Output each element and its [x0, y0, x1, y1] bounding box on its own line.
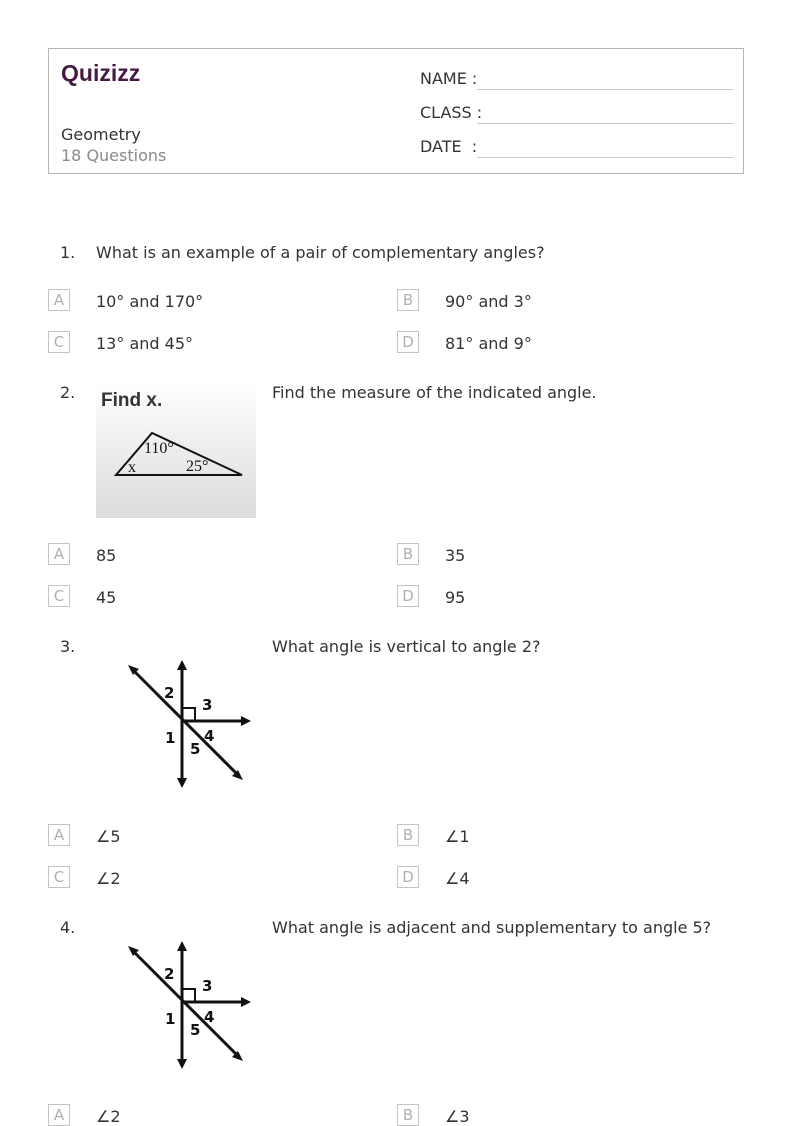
option-letter[interactable]: A — [48, 543, 70, 565]
question-text: What angle is adjacent and supplementary to angle 5? — [272, 918, 712, 937]
angle-label-4: 4 — [204, 727, 215, 745]
option-text[interactable]: 90° and 3° — [445, 292, 532, 311]
option-letter[interactable]: B — [397, 543, 419, 565]
option-letter[interactable]: D — [397, 866, 419, 888]
date-label: DATE : — [420, 137, 478, 156]
angle-label-right: 25° — [186, 458, 209, 475]
angle-label-3: 3 — [202, 696, 213, 714]
angle-label-4: 4 — [204, 1008, 215, 1026]
option-letter[interactable]: C — [48, 866, 70, 888]
class-label: CLASS : — [420, 103, 483, 122]
option-letter[interactable]: D — [397, 331, 419, 353]
angle-label-3: 3 — [202, 977, 213, 995]
date-field[interactable] — [477, 157, 733, 158]
quizizz-logo — [61, 59, 153, 87]
option-letter[interactable]: C — [48, 331, 70, 353]
subject-title: Geometry — [61, 125, 141, 144]
question-number: 4. — [60, 918, 76, 937]
angle-label-x: x — [128, 459, 136, 476]
question-number: 2. — [60, 383, 76, 402]
option-letter[interactable]: A — [48, 824, 70, 846]
name-field[interactable] — [477, 89, 733, 90]
option-letter[interactable]: A — [48, 1104, 70, 1126]
triangle-figure — [96, 379, 256, 522]
option-text[interactable]: ∠2 — [96, 1107, 121, 1126]
question-text: What is an example of a pair of complementary angles? — [96, 243, 545, 262]
figure-title: Find x. — [101, 390, 163, 411]
question-text: Find the measure of the indicated angle. — [272, 383, 597, 402]
option-text[interactable]: 45 — [96, 588, 117, 607]
intersecting-lines-figure — [120, 937, 260, 1081]
intersecting-lines-figure — [120, 656, 260, 800]
option-text[interactable]: ∠5 — [96, 827, 121, 846]
svg-text:Quizizz: Quizizz — [61, 60, 141, 86]
angle-label-2: 2 — [164, 965, 175, 983]
option-text[interactable]: 95 — [445, 588, 466, 607]
question-text: What angle is vertical to angle 2? — [272, 637, 541, 656]
option-text[interactable]: ∠4 — [445, 869, 470, 888]
name-label: NAME : — [420, 69, 478, 88]
option-text[interactable]: 35 — [445, 546, 466, 565]
angle-label-1: 1 — [165, 1010, 176, 1028]
option-letter[interactable]: D — [397, 585, 419, 607]
option-letter[interactable]: B — [397, 824, 419, 846]
angle-label-1: 1 — [165, 729, 176, 747]
option-letter[interactable]: C — [48, 585, 70, 607]
angle-label-5: 5 — [190, 1021, 201, 1039]
angle-label-5: 5 — [190, 740, 201, 758]
option-text[interactable]: 81° and 9° — [445, 334, 532, 353]
question-number: 1. — [60, 243, 76, 262]
option-text[interactable]: ∠3 — [445, 1107, 470, 1126]
option-text[interactable]: 13° and 45° — [96, 334, 193, 353]
worksheet-header — [48, 48, 744, 174]
angle-label-2: 2 — [164, 684, 175, 702]
option-text[interactable]: ∠2 — [96, 869, 121, 888]
option-text[interactable]: 10° and 170° — [96, 292, 204, 311]
option-text[interactable]: 85 — [96, 546, 117, 565]
option-text[interactable]: ∠1 — [445, 827, 470, 846]
angle-label-top: 110° — [144, 440, 174, 457]
question-count: 18 Questions — [61, 146, 167, 165]
option-letter[interactable]: B — [397, 289, 419, 311]
class-field[interactable] — [477, 123, 733, 124]
option-letter[interactable]: A — [48, 289, 70, 311]
option-letter[interactable]: B — [397, 1104, 419, 1126]
question-number: 3. — [60, 637, 76, 656]
